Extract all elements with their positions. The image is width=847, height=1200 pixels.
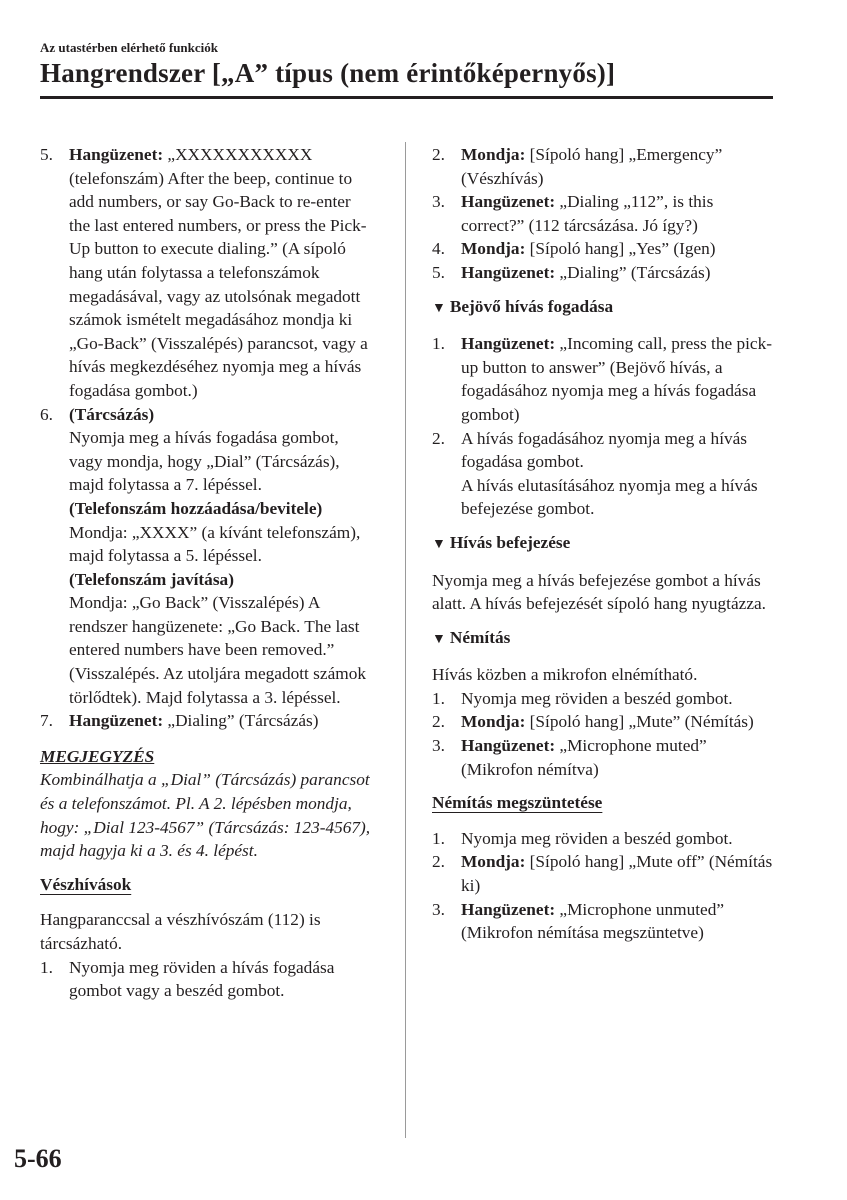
step-text: „Dialing” (Tárcsázás) [163, 711, 319, 731]
step-number: 7. [40, 711, 53, 731]
step-text: „Incoming call, press the pick-up button to answer” (Bejövő hívás, a fogadásához nyomja meg a hívás fogadása gombot) [461, 334, 772, 424]
dialing-heading: (Tárcsázás) [69, 404, 155, 424]
unmute-step-1 [432, 827, 774, 851]
step-number: 5. [40, 145, 53, 164]
step-label: Mondja: [461, 852, 526, 872]
emergency-step-2 [432, 143, 774, 190]
step-number: 1. [432, 828, 445, 848]
add-number-text: Mondja: „XXXX” (a kívánt telefonszám), majd folytassa a 5. lépéssel. [69, 522, 361, 566]
step-number: 3. [432, 736, 445, 756]
end-call-heading [432, 531, 774, 557]
mute-heading [432, 626, 774, 652]
step-label: Mondja: [461, 145, 526, 164]
emergency-step-4 [432, 237, 774, 261]
mute-step-2 [432, 710, 774, 734]
mute-step-1 [432, 687, 774, 711]
step-label: Hangüzenet: [69, 711, 164, 731]
step-text: „Microphone unmuted” (Mikrofon némítása megszüntetve) [461, 899, 725, 943]
step-label: Mondja: [461, 712, 526, 732]
unmute-step-3 [432, 898, 774, 945]
step-6-body [40, 426, 372, 709]
step-number: 3. [432, 899, 445, 919]
triangle-down-icon: ▼ [432, 536, 446, 552]
step-text: „Microphone muted” (Mikrofon némítva) [461, 736, 707, 779]
emergency-intro: Hangparanccsal a vészhívószám (112) is tárcsázható. [40, 910, 321, 953]
add-number-heading: (Telefonszám hozzáadása/bevitele) [69, 498, 323, 518]
step-text: [Sípoló hang] „Mute” (Némítás) [525, 712, 754, 732]
step-number: 1. [432, 334, 445, 354]
step-label: Hangüzenet: [461, 262, 556, 282]
emergency-step-3 [432, 190, 774, 237]
step-text: „XXXXXXXXXXX (telefonszám) After the beep, continue to add numbers, or say Go-Back to re-enter the last entered numbers, or press the Pick-Up button to execute dialing.” (A sípoló hang után folytassa a telefonszámok megadásával, vagy az utolsónak megadott számok ismételt megadásához mondja ki „Go-Back” (Visszalépés) parancsot, vagy a hívás megkezdéséhez nyomja meg a hívás fogadása gombot.) [69, 145, 368, 400]
mute-heading-text: Némítás [449, 627, 511, 647]
emergency-step-1 [40, 956, 372, 1003]
end-call-heading-text: Hívás befejezése [449, 532, 571, 552]
step-label: Hangüzenet: [461, 334, 556, 354]
triangle-down-icon: ▼ [432, 300, 446, 316]
note-heading: MEGJEGYZÉS [40, 746, 155, 766]
step-label: Hangüzenet: [461, 736, 556, 756]
note-text: Kombinálhatja a „Dial” (Tárcsázás) parancsot és a telefonszámot. Pl. A 2. lépésben mondja, hogy: „Dial 123-4567” (Tárcsázás: 123-4567), majd hagyja ki a 3. és 4. lépést. [40, 770, 371, 861]
step-text: „Dialing” (Tárcsázás) [555, 262, 711, 282]
mute-step-3 [432, 734, 774, 781]
incoming-call-heading [432, 295, 774, 321]
step-label: Hangüzenet: [69, 145, 164, 164]
step-number: 4. [432, 239, 445, 259]
emergency-heading: Vészhívások [40, 874, 132, 894]
step-text: Nyomja meg röviden a beszéd gombot. [461, 828, 733, 848]
mute-intro: Hívás közben a mikrofon elnémítható. [432, 665, 698, 685]
end-call-text: Nyomja meg a hívás befejezése gombot a hívás alatt. A hívás befejezését sípoló hang nyugtázza. [432, 570, 766, 614]
step-text: [Sípoló hang] „Yes” (Igen) [525, 239, 716, 259]
step-text: Nyomja meg röviden a beszéd gombot. [461, 688, 733, 708]
incoming-step-1 [432, 332, 774, 426]
step-6 [40, 403, 372, 427]
dialing-text: Nyomja meg a hívás fogadása gombot, vagy mondja, hogy „Dial” (Tárcsázás), majd folytassa a 7. lépéssel. [69, 428, 340, 495]
step-number: 3. [432, 192, 445, 212]
step-number: 5. [432, 262, 445, 282]
step-number: 6. [40, 404, 53, 424]
emergency-step-5 [432, 261, 774, 285]
step-label: Hangüzenet: [461, 899, 556, 919]
step-label: Mondja: [461, 239, 526, 259]
fix-number-heading: (Telefonszám javítása) [69, 569, 234, 589]
step-number: 1. [432, 688, 445, 708]
page-number: 5-66 [14, 1144, 62, 1173]
unmute-heading: Némítás megszüntetése [432, 793, 603, 813]
step-number: 2. [432, 145, 445, 164]
unmute-step-2 [432, 850, 774, 897]
step-label: Hangüzenet: [461, 192, 556, 212]
fix-number-text: Mondja: „Go Back” (Visszalépés) A rendszer hangüzenete: „Go Back. The last entered numbers have been removed.” (Visszalépés. Az utoljára megadott számok törlődtek). Majd folytassa a 3. lépéssel. [69, 593, 366, 707]
column-divider [405, 142, 406, 1138]
step-5 [40, 143, 372, 403]
step-number: 1. [40, 957, 53, 977]
step-text: „Dialing „112”, is this correct?” (112 tárcsázása. Jó így?) [461, 192, 714, 235]
step-number: 2. [432, 852, 445, 872]
section-label: Az utastérben elérhető funkciók [40, 40, 219, 55]
step-text: [Sípoló hang] „Mute off” (Némítás ki) [461, 852, 773, 896]
incoming-call-heading-text: Bejövő hívás fogadása [449, 296, 614, 316]
step-text: [Sípoló hang] „Emergency” (Vészhívás) [461, 145, 723, 188]
incoming-step-2 [432, 427, 774, 521]
step-text: Nyomja meg röviden a hívás fogadása gombot vagy a beszéd gombot. [69, 957, 335, 1001]
step-7 [40, 709, 372, 733]
step-number: 2. [432, 428, 445, 448]
step-text: A hívás fogadásához nyomja meg a hívás fogadása gombot. [461, 428, 748, 472]
step-number: 2. [432, 712, 445, 732]
page-title: Hangrendszer [„A” típus (nem érintőképernyős)] [40, 58, 616, 88]
triangle-down-icon: ▼ [432, 631, 446, 647]
left-column [40, 143, 372, 1003]
right-column [432, 143, 774, 945]
step-text-2: A hívás elutasításához nyomja meg a hívás befejezése gombot. [461, 475, 758, 519]
title-rule [40, 96, 773, 99]
